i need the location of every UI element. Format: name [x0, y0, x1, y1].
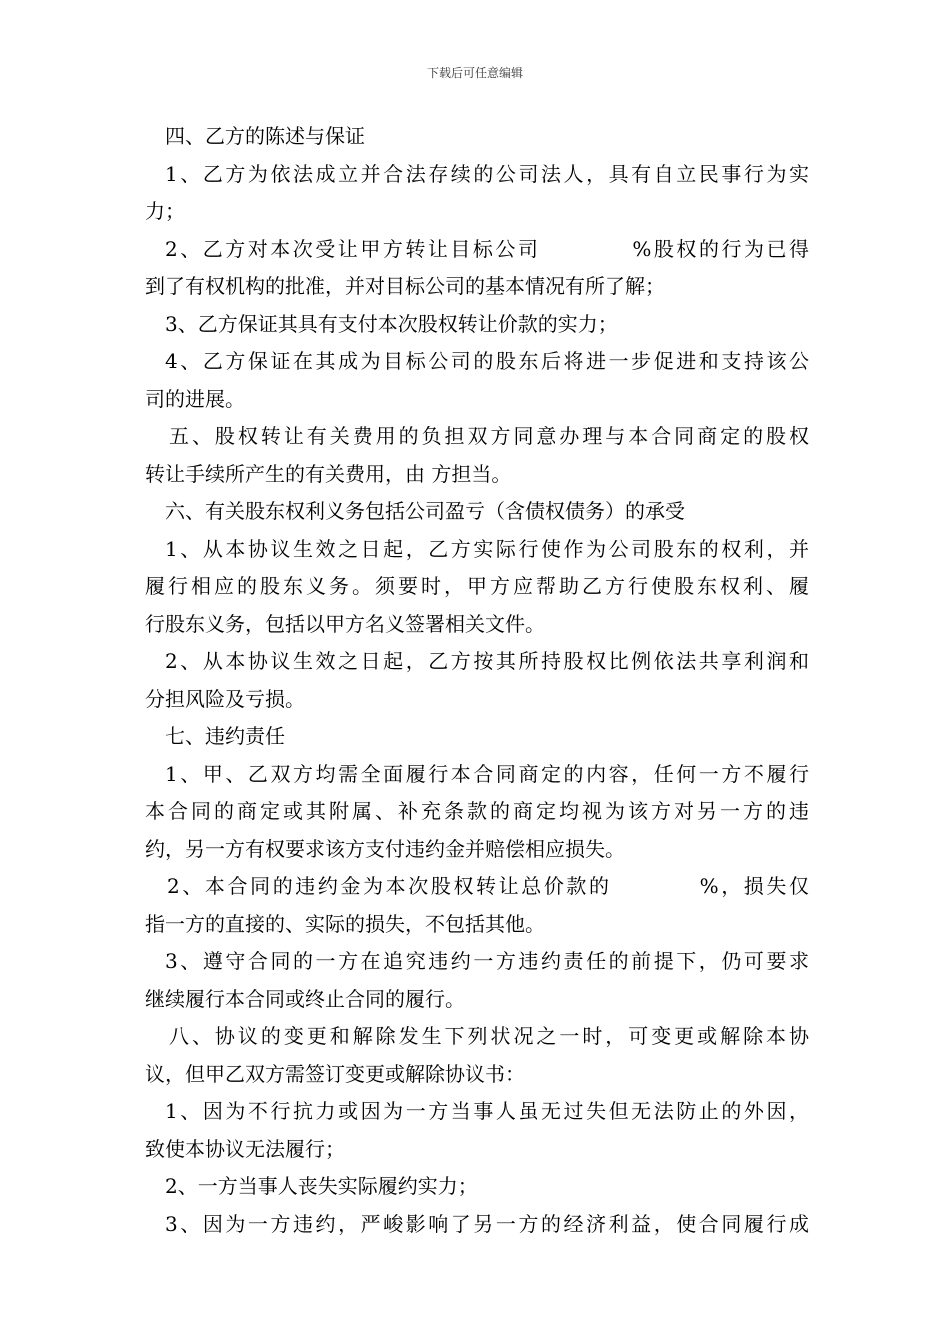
- paragraph-line: 转让手续所产生的有关费用，由 方担当。: [145, 461, 512, 486]
- paragraph-line: 3、乙方保证其具有支付本次股权转让价款的实力；: [165, 311, 618, 336]
- paragraph-line: 1、乙方为依法成立并合法存续的公司法人，具有自立民事行为实: [165, 161, 809, 186]
- line-text: 2、乙方对本次受让甲方转让目标公司: [165, 236, 541, 261]
- paragraph-line: 继续履行本合同或终止合同的履行。: [145, 986, 465, 1011]
- paragraph-line: 1、因为不行抗力或因为一方当事人虽无过失但无法防止的外因，: [165, 1099, 809, 1123]
- line-text: %股权的行为已得: [632, 236, 809, 261]
- paragraph-line: 3、遵守合同的一方在追究违约一方违约责任的前提下，仍可要求: [165, 949, 809, 973]
- paragraph-line: 1、甲、乙双方均需全面履行本合同商定的内容，任何一方不履行: [165, 761, 809, 786]
- paragraph-line: 到了有权机构的批准，并对目标公司的基本情况有所了解；: [145, 274, 665, 298]
- paragraph-line: [145, 231, 809, 269]
- paragraph-line: 4、乙方保证在其成为目标公司的股东后将进一步促进和支持该公: [165, 349, 809, 373]
- paragraph-line: 3、因为一方违约，严峻影响了另一方的经济利益，使合同履行成: [165, 1211, 809, 1236]
- paragraph-line: [145, 868, 809, 906]
- paragraph-line: 司的进展。: [145, 386, 245, 411]
- paragraph-line: 2、从本协议生效之日起，乙方按其所持股权比例依法共享利润和: [165, 649, 809, 673]
- paragraph-line: 八、协议的变更和解除发生下列状况之一时，可变更或解除本协: [169, 1024, 809, 1048]
- paragraph-line: 五、股权转让有关费用的负担双方同意办理与本合同商定的股权: [169, 424, 809, 448]
- line-text: 2、本合同的违约金为本次股权转让总价款的: [167, 874, 612, 898]
- paragraph-line: 履行相应的股东义务。须要时，甲方应帮助乙方行使股东权利、履: [145, 574, 809, 598]
- paragraph-line: 致使本协议无法履行；: [145, 1136, 345, 1161]
- paragraph-line: 指一方的直接的、实际的损失，不包括其他。: [145, 911, 545, 936]
- paragraph-line: 2、一方当事人丧失实际履约实力；: [165, 1174, 478, 1198]
- document-body: [145, 118, 809, 1243]
- paragraph-line: 议，但甲乙双方需签订变更或解除协议书：: [145, 1061, 525, 1086]
- paragraph-line: 行股东义务，包括以甲方名义签署相关文件。: [145, 611, 545, 636]
- paragraph-line: 分担风险及亏损。: [145, 686, 305, 711]
- paragraph-line: 六、有关股东权利义务包括公司盈亏（含债权债务）的承受: [165, 499, 685, 523]
- paragraph-line: 力；: [145, 199, 185, 223]
- paragraph-line: 1、从本协议生效之日起，乙方实际行使作为公司股东的权利，并: [165, 536, 809, 561]
- paragraph-line: 约，另一方有权要求该方支付违约金并赔偿相应损失。: [145, 836, 625, 861]
- line-text: %，损失仅: [699, 874, 809, 898]
- paragraph-line: 四、乙方的陈述与保证: [165, 124, 365, 148]
- paragraph-line: 本合同的商定或其附属、补充条款的商定均视为该方对另一方的违: [145, 799, 809, 823]
- paragraph-line: 七、违约责任: [165, 724, 285, 748]
- page-header: 下载后可任意编辑: [426, 66, 523, 80]
